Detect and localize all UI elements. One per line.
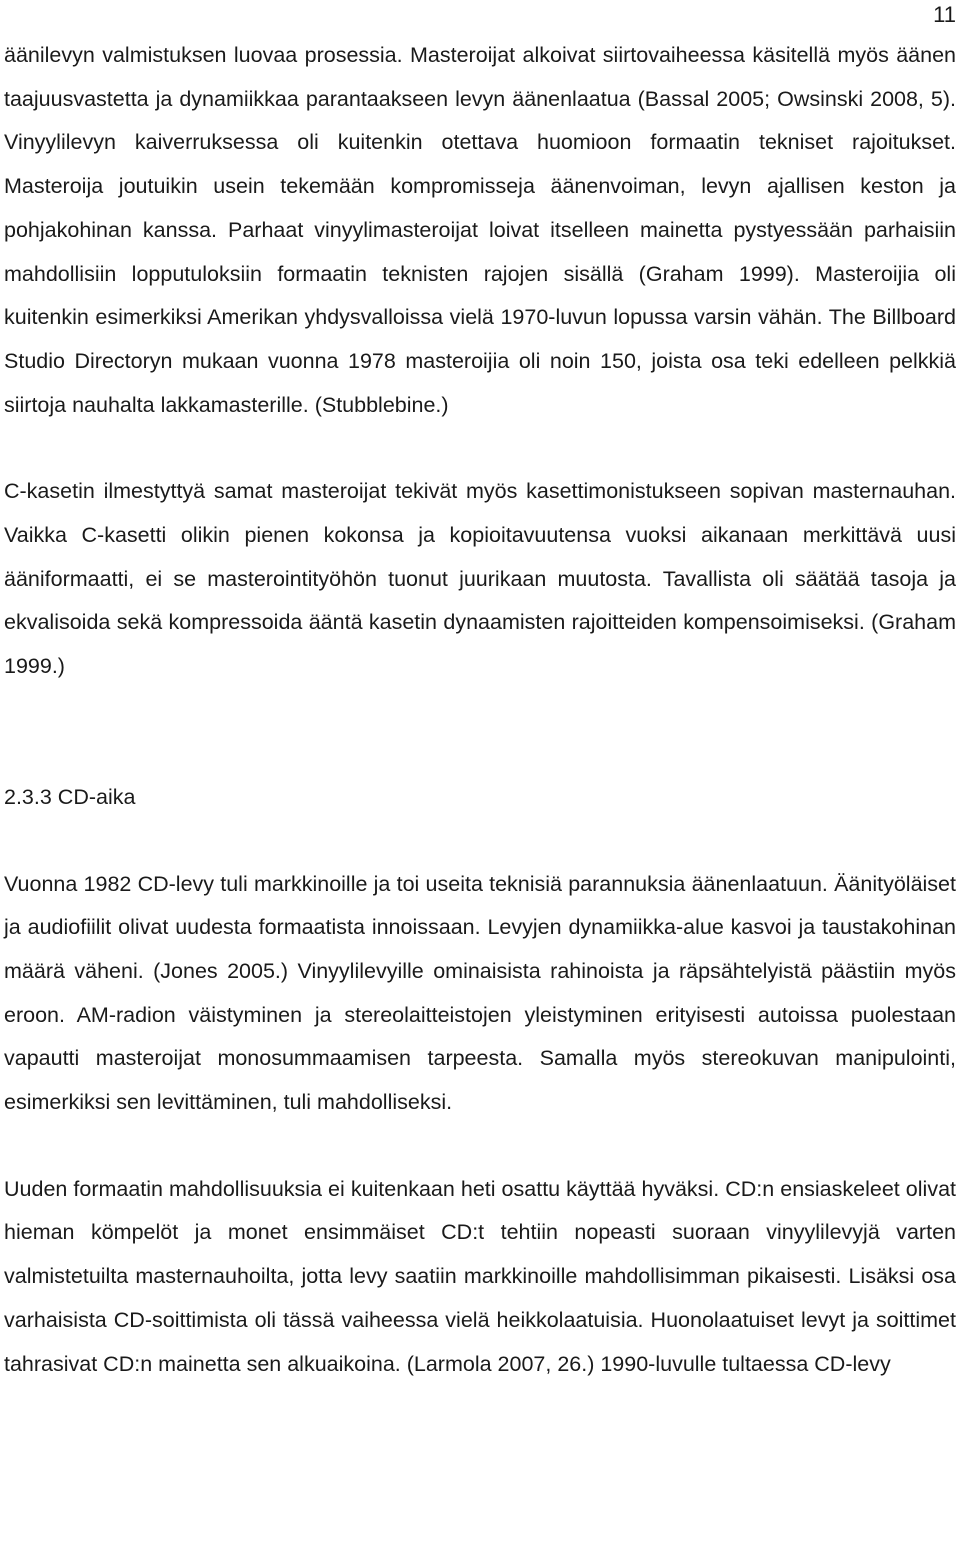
page-number: 11 [933,2,956,27]
heading-spacer [4,820,956,863]
paragraph-c-cassette: C-kasetin ilmestyttyä samat masteroijat tekivät myös kasettimonistukseen sopivan masternauhan. Vaikka C-kasetti olikin pienen kokonsa ja kopioitavuutensa vuoksi aikanaan merkittävä uusi ääniformaatti, ei se masterointityöhön tuonut juurikaan muutosta. Tavallista oli säätää tasoja ja ekvalisoida sekä kompressoida ääntä kasetin dynaamisten rajoitteiden kompensoimiseksi. (Graham 1999.) [4,479,956,679]
document-body [4,34,956,1386]
paragraph-cd-early-issues: Uuden formaatin mahdollisuuksia ei kuitenkaan heti osattu käyttää hyväksi. CD:n ensiaskeleet olivat hieman kömpelöt ja monet ensimmäiset CD:t tehtiin nopeasti suoraan vinyylilevyjä varten valmistetuilta masternauhoilta, jotta levy saatiin markkinoille mahdollisimman pikaisesti. Lisäksi osa varhaisista CD-soittimista oli tässä vaiheessa vielä heikkolaatuisia. Huonolaatuiset levyt ja soittimet tahrasivat CD:n mainetta sen alkuaikoina. (Larmola 2007, 26.) 1990-luvulle tultaessa CD-levy [4,1176,956,1376]
section-spacer [4,689,956,776]
paragraph-spacer [4,427,956,470]
paragraph-mastering-history: äänilevyn valmistuksen luovaa prosessia. Masteroijat alkoivat siirtovaiheessa käsitellä myös äänen taajuusvastetta ja dynamiikkaa parantaakseen levyn äänenlaatua (Bassal 2005; Owsinski 2008, 5). Vinyylilevyn kaiverruksessa oli kuitenkin otettava huomioon formaatin tekniset rajoitukset. Masteroija joutuikin usein tekemään kompromisseja äänenvoiman, levyn ajallisen keston ja pohjakohinan kanssa. Parhaat vinyylimasteroijat loivat itselleen mainetta pystyessään parhaisiin mahdollisiin lopputuloksiin formaatin teknisten rajojen sisällä (Graham 1999). Masteroijia oli kuitenkin esimerkiksi Amerikan yhdysvalloissa vielä 1970-luvun lopussa varsin vähän. The Billboard Studio Directoryn mukaan vuonna 1978 masteroijia oli noin 150, joista osa teki edelleen pelkkiä siirtoja nauhalta lakkamasterille. (Stubblebine.) [4,43,956,417]
paragraph-cd-arrival: Vuonna 1982 CD-levy tuli markkinoille ja toi useita teknisiä parannuksia äänenlaatuun. Äänityöläiset ja audiofiilit olivat uudesta formaatista innoissaan. Levyjen dynamiikka-alue kasvoi ja taustakohinan määrä väheni. (Jones 2005.) Vinyylilevyille ominaisista rahinoista ja räpsähtelyistä päästiin myös eroon. AM-radion väistyminen ja stereolaitteistojen yleistyminen erityisesti autoissa puolestaan vapautti masteroijat monosummaamisen tarpeesta. Samalla myös stereokuvan manipulointi, esimerkiksi sen levittäminen, tuli mahdolliseksi. [4,871,956,1115]
paragraph-spacer [4,1125,956,1168]
section-heading-cd-era: 2.3.3 CD-aika [4,784,136,809]
